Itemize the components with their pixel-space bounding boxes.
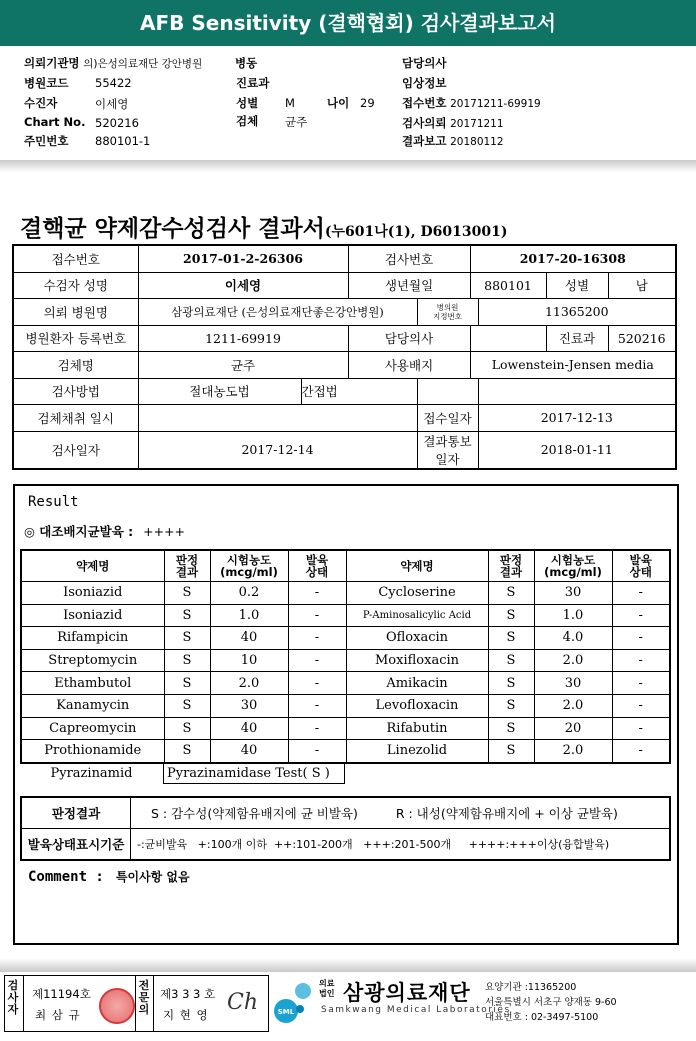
drug-row bbox=[21, 717, 670, 740]
growth-legend-label: 발육상태표시기준 bbox=[21, 829, 131, 861]
name-label: 수검자 성명 bbox=[13, 272, 138, 299]
right-growth-cell: - bbox=[612, 672, 670, 695]
medium-label: 사용배지 bbox=[348, 352, 470, 379]
header-growth-1: 발육 bbox=[629, 553, 652, 567]
ward-label: 병동 bbox=[235, 56, 258, 70]
right-drug-cell: Rifabutin bbox=[346, 717, 488, 740]
clinical-label: 임상정보 bbox=[402, 76, 447, 90]
right-conc-cell: 30 bbox=[534, 582, 612, 605]
org-info bbox=[485, 980, 617, 1025]
header-growth-2: 상태 bbox=[629, 565, 652, 579]
comment bbox=[28, 868, 190, 885]
right-growth-cell: - bbox=[612, 582, 670, 605]
left-judge-cell: S bbox=[164, 627, 210, 650]
dob-label: 생년월일 bbox=[348, 272, 470, 299]
specialist-name: 지 현 영 bbox=[163, 1008, 209, 1022]
header-conc-left bbox=[210, 550, 288, 582]
header-conc-right bbox=[534, 550, 612, 582]
dept-value: 520216 bbox=[608, 325, 676, 352]
doctor-label: 담당의사 bbox=[402, 56, 447, 70]
control-label: ◎ 대조배지균발육 : bbox=[24, 524, 134, 539]
left-drug-cell: Capreomycin bbox=[21, 717, 164, 740]
judge-s-text: S : 감수성(약제함유배지에 균 비발육) bbox=[151, 806, 358, 821]
header-growth-1: 발육 bbox=[305, 553, 329, 567]
examiner-no: 제11194호 bbox=[32, 987, 91, 1001]
recv-date-value: 2017-12-13 bbox=[478, 405, 676, 432]
right-judge-cell: S bbox=[488, 649, 534, 672]
header-conc-1: 시험농도 bbox=[550, 553, 596, 567]
chart-label: Chart No. bbox=[24, 115, 86, 129]
header-growth-left bbox=[288, 550, 346, 582]
right-conc-cell: 20 bbox=[534, 717, 612, 740]
left-growth-cell: - bbox=[288, 627, 346, 650]
medium-value: Lowenstein-Jensen media bbox=[470, 352, 676, 379]
doctor-label: 담당의사 bbox=[348, 325, 470, 352]
header-drug-left: 약제명 bbox=[21, 550, 164, 582]
left-drug-cell: Prothionamide bbox=[21, 740, 164, 763]
header-growth-right bbox=[612, 550, 670, 582]
specimen-label: 검체 bbox=[236, 114, 259, 128]
left-judge-cell: S bbox=[164, 694, 210, 717]
specimen-value: 균주 bbox=[138, 352, 348, 379]
org-phone: 대표번호 : 02-3497-5100 bbox=[485, 1012, 599, 1023]
right-judge-cell: S bbox=[488, 604, 534, 627]
test-no-label: 검사번호 bbox=[348, 245, 470, 272]
specialist-no: 제3 3 3 호 bbox=[160, 987, 216, 1001]
specimen-value: 균주 bbox=[285, 115, 308, 129]
right-conc-cell: 4.0 bbox=[534, 627, 612, 650]
right-judge-cell: S bbox=[488, 627, 534, 650]
left-judge-cell: S bbox=[164, 649, 210, 672]
right-judge-cell: S bbox=[488, 672, 534, 695]
right-drug-cell: Moxifloxacin bbox=[346, 649, 488, 672]
left-judge-cell: S bbox=[164, 672, 210, 695]
right-drug-cell: Linezolid bbox=[346, 740, 488, 763]
drug-row bbox=[21, 582, 670, 605]
left-conc-cell: 0.2 bbox=[210, 582, 288, 605]
org-english-name: Samkwang Medical Laboratories bbox=[321, 1005, 511, 1015]
comment-value: 특이사항 없음 bbox=[115, 870, 190, 884]
method-empty-2 bbox=[478, 378, 676, 405]
control-growth bbox=[24, 522, 185, 540]
left-growth-cell: - bbox=[288, 694, 346, 717]
patient-info-table bbox=[12, 244, 677, 470]
hosp-no-label-2: 지정번호 bbox=[433, 311, 462, 321]
collect-value bbox=[138, 405, 417, 432]
org-prefix-1: 의료 bbox=[319, 979, 335, 988]
legend-table bbox=[20, 796, 671, 861]
sex-label: 성별 bbox=[236, 96, 259, 110]
right-growth-cell: - bbox=[612, 604, 670, 627]
request-date-label: 검사의뢰 bbox=[402, 116, 447, 130]
report-date-label: 결과보고 bbox=[402, 134, 447, 148]
left-conc-cell: 10 bbox=[210, 649, 288, 672]
header-judge-right bbox=[488, 550, 534, 582]
req-org-value: 의)은성의료재단 강안병원 bbox=[83, 58, 203, 70]
pza-value: Pyrazinamidase Test( S ) bbox=[164, 763, 345, 784]
left-conc-cell: 40 bbox=[210, 740, 288, 763]
collect-label: 검체채취 일시 bbox=[13, 405, 138, 432]
left-judge-cell: S bbox=[164, 740, 210, 763]
request-date-value: 20171211 bbox=[450, 118, 504, 130]
left-growth-cell: - bbox=[288, 740, 346, 763]
header-conc-1: 시험농도 bbox=[226, 553, 272, 567]
drug-row bbox=[21, 627, 670, 650]
left-drug-cell: Streptomycin bbox=[21, 649, 164, 672]
patient-value: 이세영 bbox=[95, 97, 129, 111]
pza-label: Pyrazinamid bbox=[50, 765, 133, 781]
name-value: 이세영 bbox=[138, 272, 348, 299]
notify-value: 2018-01-11 bbox=[478, 431, 676, 469]
header-judge-1: 판정 bbox=[499, 553, 523, 567]
control-value: ++++ bbox=[143, 524, 186, 539]
page-divider-top bbox=[0, 160, 696, 172]
signature: Ch bbox=[227, 990, 259, 1015]
left-drug-cell: Isoniazid bbox=[21, 582, 164, 605]
header-judge-left bbox=[164, 550, 210, 582]
sml-logo-icon bbox=[270, 977, 318, 1027]
age-value: 29 bbox=[360, 96, 375, 110]
right-growth-cell: - bbox=[612, 627, 670, 650]
hospital-code-value: 55422 bbox=[95, 76, 132, 90]
left-judge-cell: S bbox=[164, 717, 210, 740]
judge-legend-label: 판정결과 bbox=[21, 797, 131, 829]
header-growth-2: 상태 bbox=[305, 565, 329, 579]
method-value-2: 간접법 bbox=[301, 378, 417, 405]
right-growth-cell: - bbox=[612, 649, 670, 672]
signature-box bbox=[4, 975, 269, 1032]
drug-row bbox=[21, 672, 670, 695]
left-drug-cell: Kanamycin bbox=[21, 694, 164, 717]
left-conc-cell: 40 bbox=[210, 717, 288, 740]
recv-date-label: 접수일자 bbox=[417, 405, 478, 432]
right-drug-cell: P-Aminosalicylic Acid bbox=[346, 604, 488, 627]
examiner-name: 최 삼 규 bbox=[35, 1008, 81, 1022]
sex-value: M bbox=[285, 96, 295, 110]
chart-value: 520216 bbox=[95, 116, 139, 130]
result-label: Result bbox=[28, 494, 79, 510]
org-prefix bbox=[319, 979, 334, 999]
left-conc-cell: 1.0 bbox=[210, 604, 288, 627]
method-empty bbox=[417, 378, 478, 405]
test-no-value: 2017-20-16308 bbox=[470, 245, 676, 272]
hosp-no-label-1: 병의원 bbox=[436, 302, 459, 312]
right-judge-cell: S bbox=[488, 582, 534, 605]
doc-title bbox=[20, 210, 507, 243]
receipt-label: 접수번호 bbox=[13, 245, 138, 272]
dob-value: 880101 bbox=[470, 272, 546, 299]
org-name: 삼광의료재단 bbox=[343, 981, 471, 1005]
drug-row bbox=[21, 604, 670, 627]
org-address: 서울특별시 서초구 양재동 9-60 bbox=[485, 997, 617, 1008]
right-conc-cell: 2.0 bbox=[534, 694, 612, 717]
comment-label: Comment : bbox=[28, 869, 104, 885]
org-code: 요양기관 :11365200 bbox=[485, 982, 577, 993]
method-label: 검사방법 bbox=[13, 378, 138, 405]
sex-value: 남 bbox=[608, 272, 676, 299]
org-prefix-2: 법인 bbox=[319, 989, 335, 998]
report-date-value: 20180112 bbox=[450, 136, 504, 148]
header-drug-right: 약제명 bbox=[346, 550, 488, 582]
judge-r-text: R : 내성(약제함유배지에 + 이상 균발육) bbox=[395, 806, 618, 821]
right-judge-cell: S bbox=[488, 694, 534, 717]
header-judge-2: 결과 bbox=[499, 565, 523, 579]
specialist-label: 전문의 bbox=[138, 979, 150, 1016]
left-growth-cell: - bbox=[288, 649, 346, 672]
drug-table bbox=[20, 549, 671, 764]
header-conc-2: (mcg/ml) bbox=[544, 565, 602, 579]
left-growth-cell: - bbox=[288, 717, 346, 740]
patient-label: 수진자 bbox=[24, 96, 58, 110]
left-drug-cell: Ethambutol bbox=[21, 672, 164, 695]
left-judge-cell: S bbox=[164, 604, 210, 627]
right-drug-cell: Cycloserine bbox=[346, 582, 488, 605]
doc-title-text: 결핵균 약제감수성검사 결과서 bbox=[20, 215, 325, 242]
hosp-value: 삼광의료재단 (은성의료재단좋은강안병원) bbox=[138, 299, 417, 326]
pyrazinamid-row bbox=[20, 762, 345, 784]
right-growth-cell: - bbox=[612, 717, 670, 740]
right-drug-cell: Amikacin bbox=[346, 672, 488, 695]
reg-value: 1211-69919 bbox=[138, 325, 348, 352]
left-judge-cell: S bbox=[164, 582, 210, 605]
right-growth-cell: - bbox=[612, 740, 670, 763]
right-conc-cell: 2.0 bbox=[534, 740, 612, 763]
left-growth-cell: - bbox=[288, 672, 346, 695]
right-conc-cell: 1.0 bbox=[534, 604, 612, 627]
req-org-label: 의뢰기관명 bbox=[24, 56, 80, 70]
right-drug-cell: Ofloxacin bbox=[346, 627, 488, 650]
left-growth-cell: - bbox=[288, 604, 346, 627]
header-judge-2: 결과 bbox=[175, 565, 199, 579]
seal-stamp bbox=[99, 988, 135, 1024]
left-conc-cell: 30 bbox=[210, 694, 288, 717]
drug-row bbox=[21, 649, 670, 672]
hosp-label: 의뢰 병원명 bbox=[13, 299, 138, 326]
notify-label: 결과통보일자 bbox=[417, 431, 478, 469]
receipt-no-value: 20171211-69919 bbox=[450, 98, 541, 110]
judge-legend-value bbox=[131, 797, 671, 829]
reg-label: 병원환자 등록번호 bbox=[13, 325, 138, 352]
dept-label: 진료과 bbox=[236, 76, 270, 90]
resident-label: 주민번호 bbox=[24, 134, 69, 148]
test-date-label: 검사일자 bbox=[13, 431, 138, 469]
right-conc-cell: 30 bbox=[534, 672, 612, 695]
right-drug-cell: Levofloxacin bbox=[346, 694, 488, 717]
right-conc-cell: 2.0 bbox=[534, 649, 612, 672]
left-conc-cell: 40 bbox=[210, 627, 288, 650]
page-divider-bottom bbox=[0, 958, 696, 972]
hosp-no-value: 11365200 bbox=[478, 299, 676, 326]
sex-label: 성별 bbox=[546, 272, 608, 299]
doctor-value bbox=[470, 325, 546, 352]
header-conc-2: (mcg/ml) bbox=[220, 565, 278, 579]
hosp-no-label bbox=[417, 299, 478, 326]
drug-row bbox=[21, 694, 670, 717]
right-judge-cell: S bbox=[488, 740, 534, 763]
growth-legend-value: -:균비발육 +:100개 이하 ++:101-200개 +++:201-500개 ++++:+++이상(융합발육) bbox=[131, 829, 671, 861]
method-value-1: 절대농도법 bbox=[138, 378, 301, 405]
right-judge-cell: S bbox=[488, 717, 534, 740]
hospital-code-label: 병원코드 bbox=[24, 76, 69, 90]
left-drug-cell: Isoniazid bbox=[21, 604, 164, 627]
left-drug-cell: Rifampicin bbox=[21, 627, 164, 650]
examiner-label: 검사자 bbox=[7, 979, 19, 1016]
dept-label: 진료과 bbox=[546, 325, 608, 352]
age-label: 나이 bbox=[327, 96, 350, 110]
right-growth-cell: - bbox=[612, 694, 670, 717]
drug-table-header bbox=[21, 550, 670, 582]
specimen-label: 검체명 bbox=[13, 352, 138, 379]
header-judge-1: 판정 bbox=[175, 553, 199, 567]
doc-code: (누601나(1), D6013001) bbox=[324, 224, 508, 240]
left-conc-cell: 2.0 bbox=[210, 672, 288, 695]
left-growth-cell: - bbox=[288, 582, 346, 605]
logo-text: SML bbox=[277, 1008, 295, 1016]
receipt-value: 2017-01-2-26306 bbox=[138, 245, 348, 272]
resident-value: 880101-1 bbox=[95, 134, 151, 148]
test-date-value: 2017-12-14 bbox=[138, 431, 417, 469]
drug-row bbox=[21, 740, 670, 763]
receipt-no-label: 접수번호 bbox=[402, 96, 447, 110]
report-title: AFB Sensitivity (결핵협회) 검사결과보고서 bbox=[0, 0, 696, 46]
